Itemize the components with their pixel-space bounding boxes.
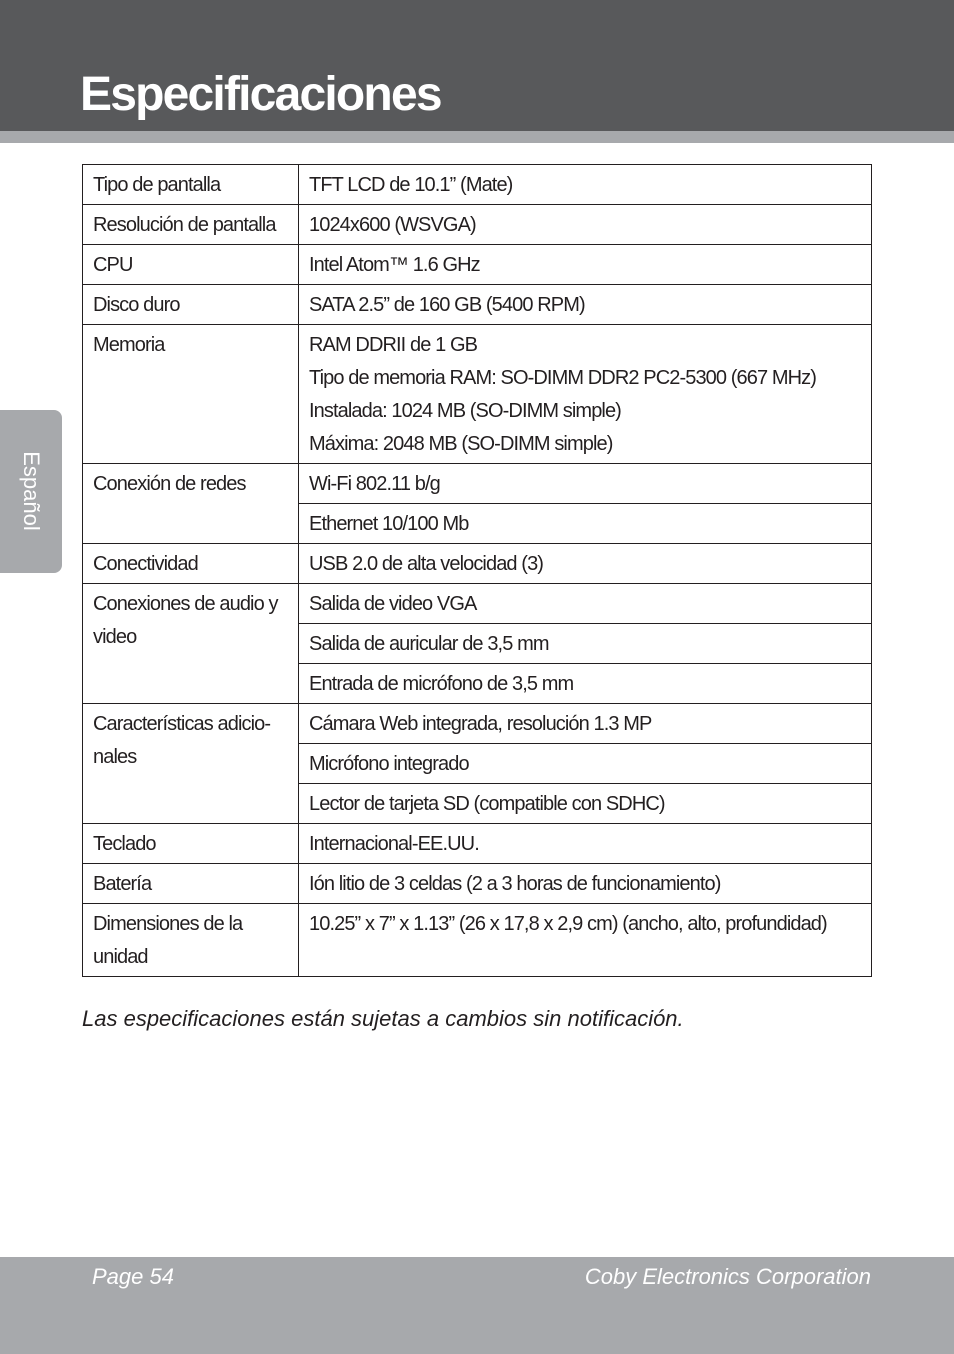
- table-row: [83, 165, 872, 205]
- table-row: [83, 464, 872, 504]
- spec-label: Resolución de pantalla: [83, 205, 299, 245]
- table-row: [83, 205, 872, 245]
- spec-label: Tipo de pantalla: [83, 165, 299, 205]
- spec-value: Internacional-EE.UU.: [299, 824, 872, 864]
- spec-value-multiline: [299, 325, 872, 464]
- spec-label: Conectividad: [83, 544, 299, 584]
- header-band: [0, 131, 954, 143]
- spec-value: Ión litio de 3 celdas (2 a 3 horas de funcionamiento): [299, 864, 872, 904]
- spec-label: Teclado: [83, 824, 299, 864]
- page-title: Especificaciones: [80, 68, 441, 121]
- spec-label: CPU: [83, 245, 299, 285]
- language-side-tab: [0, 410, 62, 573]
- spec-value: Wi-Fi 802.11 b/g: [299, 464, 872, 504]
- spec-value-line: Tipo de memoria RAM: SO-DIMM DDR2 PC2-5300 (667 MHz): [309, 367, 817, 389]
- spec-label: Batería: [83, 864, 299, 904]
- spec-value: Lector de tarjeta SD (compatible con SDHC): [299, 784, 872, 824]
- table-row: [83, 325, 872, 464]
- company-name: Coby Electronics Corporation: [584, 1264, 871, 1289]
- spec-value: Salida de video VGA: [299, 584, 872, 624]
- spec-value-line: Instalada: 1024 MB (SO-DIMM simple): [309, 400, 621, 422]
- spec-value: Entrada de micrófono de 3,5 mm: [299, 664, 872, 704]
- language-tab-label: Español: [19, 451, 44, 531]
- spec-label: Conexiones de audio y video: [83, 584, 299, 704]
- table-row: [83, 904, 872, 977]
- spec-value: Cámara Web integrada, resolución 1.3 MP: [299, 704, 872, 744]
- table-row: [83, 584, 872, 624]
- page-number: Page 54: [92, 1264, 174, 1289]
- spec-value: Salida de auricular de 3,5 mm: [299, 624, 872, 664]
- spec-value: Intel Atom™ 1.6 GHz: [299, 245, 872, 285]
- table-row: [83, 245, 872, 285]
- specs-table: [82, 164, 872, 977]
- spec-value: TFT LCD de 10.1” (Mate): [299, 165, 872, 205]
- spec-label: Memoria: [83, 325, 299, 464]
- table-row: [83, 285, 872, 325]
- spec-label: Disco duro: [83, 285, 299, 325]
- spec-value: USB 2.0 de alta velocidad (3): [299, 544, 872, 584]
- disclaimer-note: Las especificaciones están sujetas a cambios sin notificación.: [82, 1006, 684, 1031]
- table-row: [83, 704, 872, 744]
- spec-value-line: RAM DDRII de 1 GB: [309, 334, 478, 356]
- spec-value: 10.25” x 7” x 1.13” (26 x 17,8 x 2,9 cm) (ancho, alto, profundidad): [299, 904, 872, 977]
- spec-value: SATA 2.5” de 160 GB (5400 RPM): [299, 285, 872, 325]
- spec-value: Micrófono integrado: [299, 744, 872, 784]
- spec-label: Dimensiones de la unidad: [83, 904, 299, 977]
- table-row: [83, 544, 872, 584]
- spec-label: Conexión de redes: [83, 464, 299, 544]
- spec-label: Características adicio-nales: [83, 704, 299, 824]
- spec-value: Ethernet 10/100 Mb: [299, 504, 872, 544]
- spec-value-line: Máxima: 2048 MB (SO-DIMM simple): [309, 433, 613, 455]
- spec-value: 1024x600 (WSVGA): [299, 205, 872, 245]
- table-row: [83, 864, 872, 904]
- table-row: [83, 824, 872, 864]
